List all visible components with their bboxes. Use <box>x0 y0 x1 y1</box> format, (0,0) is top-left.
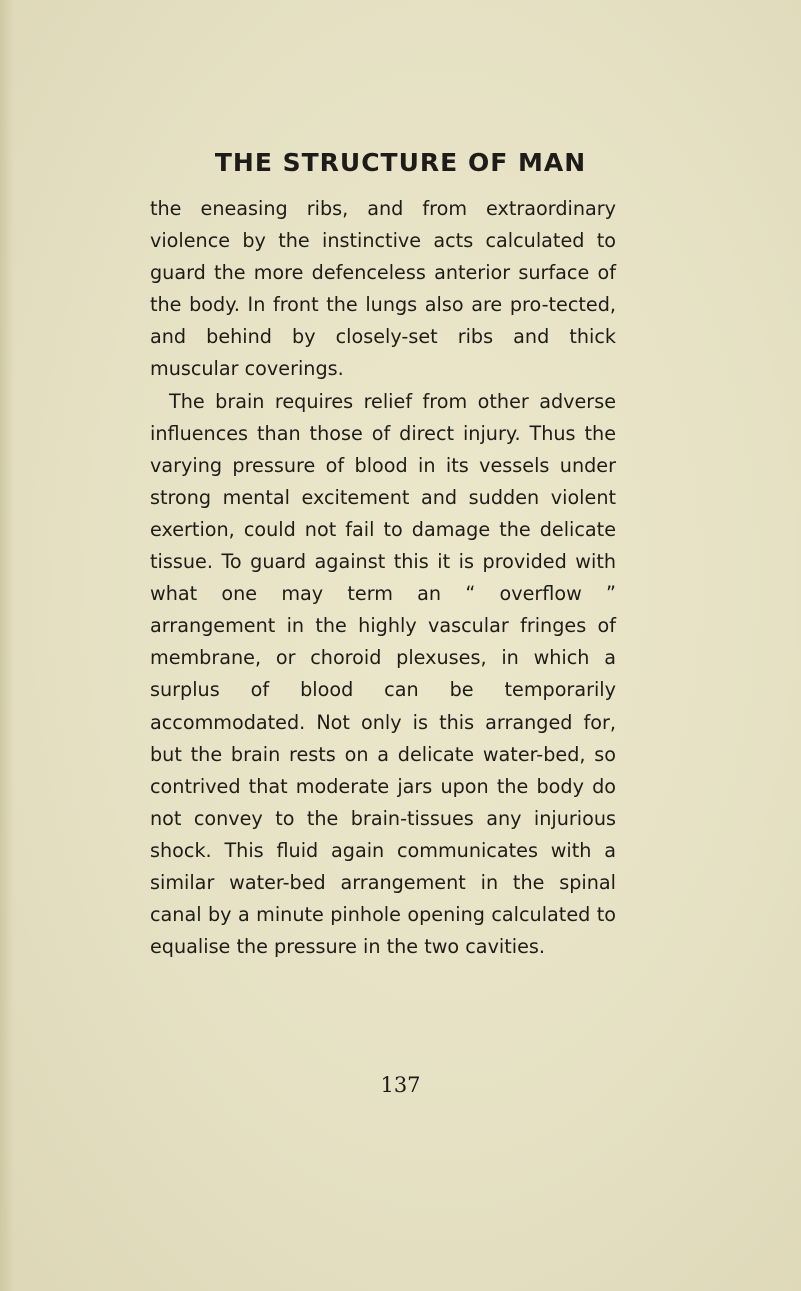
paragraph-continuation: the eneasing ribs, and from extraordinary violence by the instinctive acts calculated to guard the more defenceless anterior surface of the body. In front the lungs also are pro-tected, and behind by closely-set ribs and thick muscular coverings. <box>150 197 616 381</box>
body-text <box>150 193 616 963</box>
page-number: 137 <box>380 1073 421 1097</box>
running-head: THE STRUCTURE OF MAN <box>214 148 587 177</box>
paragraph-brain-relief: The brain requires relief from other adverse influences than those of direct injury. Thus the varying pressure of blood in its vessels under strong mental excitement and sudden violent exertion, could not fail to damage the delicate tissue. To guard against this it is provided with what one may term an “ overflow ” arrangement in the highly vascular fringes of membrane, or choroid plexuses, in which a surplus of blood can be temporarily accommodated. Not only is this arranged for, but the brain rests on a delicate water-bed, so contrived that moderate jars upon the body do not convey to the brain-tissues any injurious shock. This fluid again communicates with a similar water-bed arrangement in the spinal canal by a minute pinhole opening calculated to equalise the pressure in the two cavities. <box>150 389 616 959</box>
